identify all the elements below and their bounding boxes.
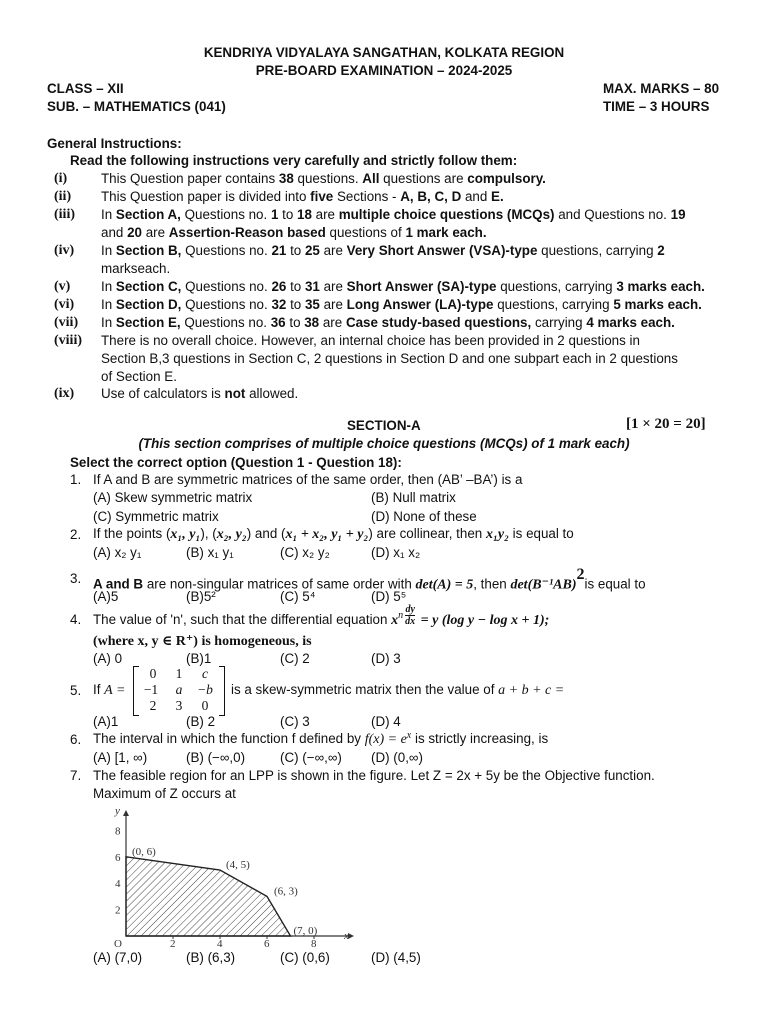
matrix-cell: −b: [197, 682, 213, 697]
q3-option-a: (A)5: [93, 589, 119, 604]
section-a-marks: [1 × 20 = 20]: [626, 416, 706, 432]
instruction-text: There is no overall choice. However, an internal choice has been provided in 2 questions in: [101, 333, 640, 348]
q2-option-d: (D) x₁ x₂: [371, 545, 421, 560]
y-tick-label: 6: [115, 851, 121, 864]
instruction-text: Section B,3 questions in Section C, 2 questions in Section D and one subpart each in 2 questions: [101, 351, 678, 366]
q5-option-c: (C) 3: [280, 714, 310, 729]
instruction-number: (viii): [54, 333, 82, 348]
q5-option-d: (D) 4: [371, 714, 401, 729]
instruction-text: In Section C, Questions no. 26 to 31 are Short Answer (SA)-type questions, carrying 3 marks each.: [101, 279, 705, 294]
q6-option-b: (B) (−∞,0): [186, 750, 246, 765]
y-tick-label: 2: [115, 904, 121, 917]
q1-number: 1.: [70, 472, 82, 487]
instruction-text: In Section B, Questions no. 21 to 25 are Very Short Answer (VSA)-type questions, carrying 2: [101, 243, 665, 258]
x-tick-label: 6: [264, 938, 270, 948]
q5-option-b: (B) 2: [186, 714, 216, 729]
q1-text: If A and B are symmetric matrices of the same order, then (AB’ –BA’) is a: [93, 472, 523, 487]
vertex-label: (7, 0): [293, 925, 318, 937]
q1-option-b: (B) Null matrix: [371, 490, 456, 505]
q6-option-a: (A) [1, ∞): [93, 750, 148, 765]
instruction-number: (v): [54, 279, 71, 294]
instruction-text: In Section A, Questions no. 1 to 18 are multiple choice questions (MCQs) and Questions no. 19: [101, 207, 686, 222]
y-axis-label: y: [115, 806, 120, 817]
matrix-cell: c: [202, 666, 208, 681]
q7-option-c: (C) (0,6): [280, 950, 330, 965]
instruction-number: (vii): [54, 315, 79, 330]
instruction-text: This Question paper is divided into five Sections - A, B, C, D and E.: [101, 189, 504, 204]
q7-line2: Maximum of Z occurs at: [93, 786, 236, 801]
q4-line2: (where x, y ∈ R⁺) is homogeneous, is: [93, 634, 312, 649]
q2-number: 2.: [70, 527, 82, 542]
x-axis-label: x: [344, 930, 349, 942]
instruction-number: (iii): [54, 207, 75, 222]
instruction-text: Use of calculators is not allowed.: [101, 386, 299, 401]
q7-number: 7.: [70, 768, 82, 783]
x-tick-label: 2: [170, 938, 176, 948]
matrix-cell: −1: [143, 682, 159, 697]
q5-option-a: (A)1: [93, 714, 119, 729]
exam-title: PRE-BOARD EXAMINATION – 2024-2025: [255, 63, 513, 78]
matrix-cell: 2: [149, 698, 157, 713]
q7-option-b: (B) (6,3): [186, 950, 236, 965]
section-a-title: SECTION-A: [347, 418, 421, 433]
q3-option-c: (C) 5⁴: [280, 589, 316, 604]
q5-lead: If A =: [93, 682, 126, 698]
q7-option-a: (A) (7,0): [93, 950, 143, 965]
org-title: KENDRIYA VIDYALAYA SANGATHAN, KOLKATA REGION: [203, 45, 565, 60]
q3-option-b: (B)5²: [186, 589, 216, 604]
q5-matrix: [133, 666, 225, 716]
vertex-label: (6, 3): [274, 885, 298, 898]
vertex-label: (0, 6): [132, 845, 156, 858]
q4-option-a: (A) 0: [93, 651, 123, 666]
matrix-cell: a: [175, 682, 183, 697]
vertex-label: (4, 5): [226, 859, 250, 871]
instruction-number: (iv): [54, 243, 75, 258]
q6-text: The interval in which the function f defined by $f(x) = e^x$ is strictly increasing, is: [93, 730, 549, 747]
section-a-subtitle: (This section comprises of multiple choice questions (MCQs) of 1 mark each): [138, 436, 630, 451]
q4-option-c: (C) 2: [280, 651, 310, 666]
q3-number: 3.: [70, 571, 82, 586]
class-label: CLASS – XII: [47, 81, 124, 96]
instruction-number: (ii): [54, 189, 72, 204]
y-tick-label: 8: [115, 825, 121, 838]
instruction-text: In Section D, Questions no. 32 to 35 are Long Answer (LA)-type questions, carrying 5 marks each.: [101, 297, 702, 312]
subject-label: SUB. – MATHEMATICS (041): [47, 99, 226, 114]
q4-number: 4.: [70, 612, 82, 627]
q4-option-b: (B)1: [186, 651, 212, 666]
instruction-text: In Section E, Questions no. 36 to 38 are Case study-based questions, carrying 4 marks each.: [101, 315, 675, 330]
matrix-cell: 1: [175, 666, 183, 681]
max-marks: MAX. MARKS – 80: [603, 81, 720, 96]
matrix-cell: 0: [201, 698, 209, 713]
q3-option-d: (D) 5⁵: [371, 589, 407, 604]
y-tick-label: 4: [115, 878, 121, 891]
q7-text: The feasible region for an LPP is shown in the figure. Let Z = 2x + 5y be the Objective function.: [93, 768, 655, 783]
select-instruction: Select the correct option (Question 1 - Question 18):: [70, 455, 402, 470]
instructions-title: General Instructions:: [47, 136, 182, 151]
q6-number: 6.: [70, 732, 82, 747]
instruction-text: of Section E.: [101, 369, 177, 384]
instruction-text: This Question paper contains 38 questions. All questions are compulsory.: [101, 171, 546, 186]
feasible-region-graph: [108, 806, 362, 948]
matrix-cell: 0: [149, 666, 157, 681]
instruction-number: (vi): [54, 297, 75, 312]
instruction-number: (i): [54, 171, 68, 186]
q4-option-d: (D) 3: [371, 651, 401, 666]
q6-option-d: (D) (0,∞): [371, 750, 423, 765]
q5-number: 5.: [70, 683, 82, 698]
origin-label: O: [114, 938, 122, 948]
q1-option-a: (A) Skew symmetric matrix: [93, 490, 253, 505]
instruction-text: and 20 are Assertion-Reason based questions of 1 mark each.: [101, 225, 487, 240]
instructions-lead: Read the following instructions very carefully and strictly follow them:: [70, 153, 518, 168]
q6-option-c: (C) (−∞,∞): [280, 750, 342, 765]
q2-option-c: (C) x₂ y₂: [280, 545, 330, 560]
time-label: TIME – 3 HOURS: [603, 99, 710, 114]
q2-option-b: (B) x₁ y₁: [186, 545, 234, 560]
instruction-text: markseach.: [101, 261, 171, 276]
x-tick-label: 8: [311, 938, 317, 948]
q4-text: The value of 'n', such that the differential equation xn $\frac{dy}{dx}$ = y (log y − log x + 1);: [93, 604, 550, 628]
q1-option-d: (D) None of these: [371, 509, 477, 524]
q2-text: If the points (x₁, y₁), (x₂, y₂) and (x₁ + x₂, y₁ + y₂) are collinear, then x₁y₂ is equal to: [93, 526, 574, 542]
q1-option-c: (C) Symmetric matrix: [93, 509, 219, 524]
q7-option-d: (D) (4,5): [371, 950, 421, 965]
x-tick-label: 4: [217, 938, 223, 948]
feasible-region: [126, 857, 291, 936]
q3-text: A and B are non-singular matrices of same order with det(A) = 5, then $\det(B^{-1}AB)^2is$ equal to: [93, 566, 646, 593]
q5-text: is a skew-symmetric matrix then the value of a + b + c =: [231, 682, 565, 698]
q2-option-a: (A) x₂ y₁: [93, 545, 142, 560]
matrix-cell: 3: [175, 698, 183, 713]
instruction-number: (ix): [54, 386, 75, 401]
